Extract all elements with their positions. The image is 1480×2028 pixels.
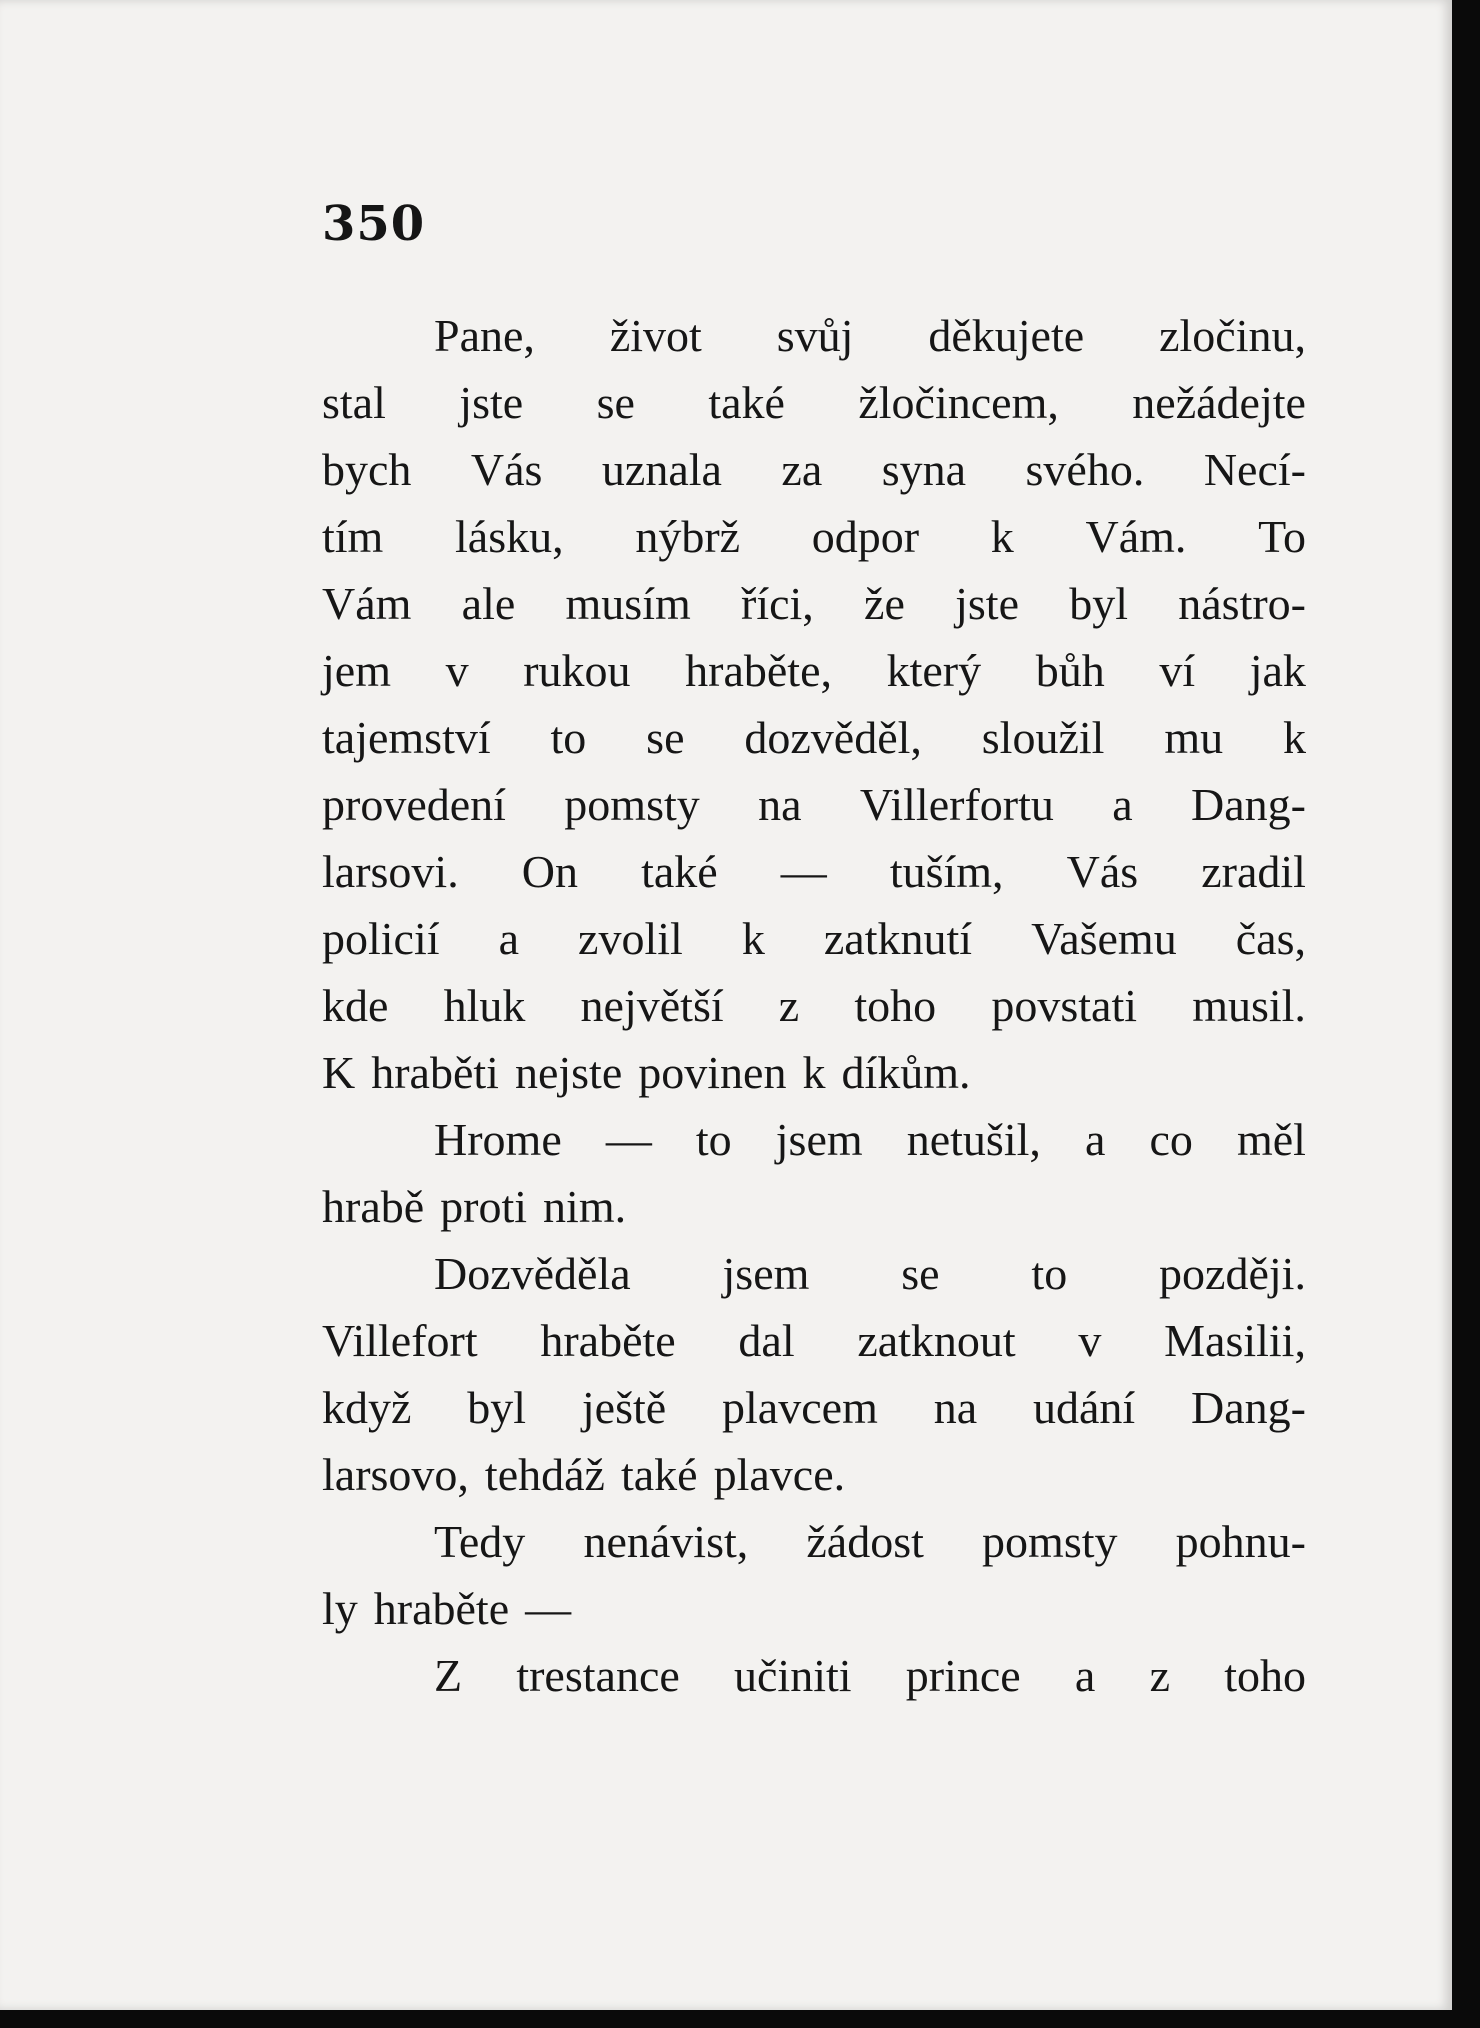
word: stal: [322, 377, 386, 428]
text-line: [322, 1575, 1306, 1642]
word: jak: [1249, 645, 1306, 696]
word: k: [990, 511, 1014, 562]
word: se: [901, 1248, 940, 1299]
word: také: [620, 1449, 698, 1500]
word: odpor: [811, 511, 920, 562]
word: syna: [881, 444, 967, 495]
text-line: [322, 1240, 1306, 1307]
word: nástro-: [1178, 578, 1306, 629]
word: pohnu-: [1175, 1516, 1306, 1567]
word: a: [1084, 1114, 1106, 1165]
word: Vám.: [1085, 511, 1187, 562]
word: žádost: [806, 1516, 924, 1567]
word: jste: [459, 377, 524, 428]
word: děkujete: [928, 310, 1085, 361]
word: co: [1149, 1114, 1193, 1165]
word: nežádejte: [1132, 377, 1306, 428]
word: pomsty: [982, 1516, 1118, 1567]
word: larsovi.: [322, 846, 459, 897]
word: z: [1149, 1650, 1170, 1701]
word: lásku,: [455, 511, 564, 562]
word: tehdáž: [484, 1449, 605, 1500]
word: Pane,: [434, 310, 535, 361]
word: svého.: [1025, 444, 1145, 495]
word: život: [609, 310, 702, 361]
word: pomsty: [564, 779, 700, 830]
word: proti: [440, 1181, 528, 1232]
text-line: [322, 1508, 1306, 1575]
word: prince: [905, 1650, 1021, 1701]
text-line: [322, 704, 1306, 771]
word: Masilii,: [1164, 1315, 1306, 1366]
word: Hrome: [434, 1114, 562, 1165]
word: ví: [1159, 645, 1196, 696]
text-line: [322, 1173, 1306, 1240]
word: Dang-: [1191, 1382, 1306, 1433]
word: který: [886, 645, 982, 696]
word: Vám: [322, 578, 412, 629]
word: se: [646, 712, 685, 763]
word: ještě: [581, 1382, 667, 1433]
word: K: [322, 1047, 356, 1098]
word: na: [758, 779, 802, 830]
word: Dang-: [1191, 779, 1306, 830]
word: —: [780, 846, 827, 897]
word: tuším,: [889, 846, 1004, 897]
word: hraběte: [540, 1315, 676, 1366]
word: a: [1112, 779, 1133, 830]
word: žločincem,: [858, 377, 1059, 428]
word: toho: [1224, 1650, 1306, 1701]
text-line: [322, 1441, 1306, 1508]
word: největší: [580, 980, 724, 1031]
word: také: [708, 377, 785, 428]
text-line: [322, 570, 1306, 637]
word: Vašemu: [1031, 913, 1177, 964]
word: nenávist,: [583, 1516, 749, 1567]
word: nejste: [514, 1047, 623, 1098]
text-line: [322, 503, 1306, 570]
word: udání: [1032, 1382, 1136, 1433]
word: na: [933, 1382, 978, 1433]
word: jsem: [722, 1248, 810, 1299]
word: v: [445, 645, 469, 696]
word: dozvěděl,: [744, 712, 922, 763]
text-line: [322, 1106, 1306, 1173]
word: Tedy: [434, 1516, 526, 1567]
word: z: [778, 980, 800, 1031]
text-line: [322, 637, 1306, 704]
word: trestance: [516, 1650, 680, 1701]
word: bych: [322, 444, 412, 495]
word: zatknutí: [823, 913, 973, 964]
text-line: [322, 302, 1306, 369]
word: kde: [322, 980, 389, 1031]
word: policií: [322, 913, 440, 964]
word: toho: [854, 980, 937, 1031]
word: jsem: [775, 1114, 863, 1165]
word: To: [1258, 511, 1306, 562]
word: k: [741, 913, 765, 964]
word: povstati: [991, 980, 1138, 1031]
word: Z: [434, 1650, 463, 1701]
word: musím: [565, 578, 691, 629]
text-line: [322, 369, 1306, 436]
word: zvolil: [578, 913, 683, 964]
word: —: [525, 1583, 572, 1634]
word: ly: [322, 1583, 358, 1634]
word: učiniti: [734, 1650, 852, 1701]
word: svůj: [776, 310, 854, 361]
word: rukou: [523, 645, 631, 696]
text-line: [322, 771, 1306, 838]
word: byl: [467, 1382, 527, 1433]
word: hluk: [443, 980, 526, 1031]
word: a: [498, 913, 519, 964]
word: měl: [1236, 1114, 1306, 1165]
word: zločinu,: [1159, 310, 1306, 361]
word: Vás: [470, 444, 543, 495]
text-line: [322, 1039, 1306, 1106]
word: v: [1078, 1315, 1102, 1366]
word: Villefort: [322, 1315, 478, 1366]
word: musil.: [1192, 980, 1306, 1031]
word: zatknout: [857, 1315, 1016, 1366]
word: hrabě: [322, 1181, 425, 1232]
text-line: [322, 436, 1306, 503]
word: hraběti: [371, 1047, 499, 1098]
word: později.: [1159, 1248, 1306, 1299]
word: plavce.: [713, 1449, 846, 1500]
text-line: [322, 1374, 1306, 1441]
word: za: [781, 444, 823, 495]
word: bůh: [1035, 645, 1105, 696]
text-line: [322, 838, 1306, 905]
body-text: [322, 302, 1306, 1709]
word: zradil: [1201, 846, 1306, 897]
word: čas,: [1235, 913, 1306, 964]
word: tím: [322, 511, 384, 562]
word: ale: [461, 578, 516, 629]
word: jste: [955, 578, 1019, 629]
text-line: [322, 972, 1306, 1039]
word: nim.: [543, 1181, 627, 1232]
word: povinen: [638, 1047, 787, 1098]
word: jem: [322, 645, 391, 696]
word: provedení: [322, 779, 506, 830]
word: to: [695, 1114, 732, 1165]
word: tajemství: [322, 712, 491, 763]
text-line: [322, 1642, 1306, 1709]
word: Dozvěděla: [434, 1248, 631, 1299]
word: k: [802, 1047, 826, 1098]
text-line: [322, 1307, 1306, 1374]
word: díkům.: [841, 1047, 971, 1098]
word: dal: [738, 1315, 795, 1366]
word: nýbrž: [635, 511, 741, 562]
word: také: [641, 846, 718, 897]
word: to: [550, 712, 587, 763]
word: uznala: [601, 444, 722, 495]
word: hraběte,: [685, 645, 832, 696]
word: a: [1074, 1650, 1096, 1701]
word: byl: [1069, 578, 1129, 629]
word: netušil,: [906, 1114, 1041, 1165]
word: říci,: [741, 578, 814, 629]
word: plavcem: [722, 1382, 878, 1433]
word: sloužil: [981, 712, 1105, 763]
page-number: 350: [322, 196, 426, 252]
word: Vás: [1066, 846, 1139, 897]
word: larsovo,: [322, 1449, 469, 1500]
word: to: [1031, 1248, 1068, 1299]
word: On: [521, 846, 578, 897]
text-line: [322, 905, 1306, 972]
word: k: [1282, 712, 1306, 763]
word: se: [596, 377, 635, 428]
word: mu: [1164, 712, 1224, 763]
word: Necí-: [1203, 444, 1306, 495]
word: —: [605, 1114, 652, 1165]
word: hraběte: [373, 1583, 510, 1634]
word: Villerfortu: [859, 779, 1054, 830]
word: že: [864, 578, 905, 629]
word: když: [322, 1382, 412, 1433]
